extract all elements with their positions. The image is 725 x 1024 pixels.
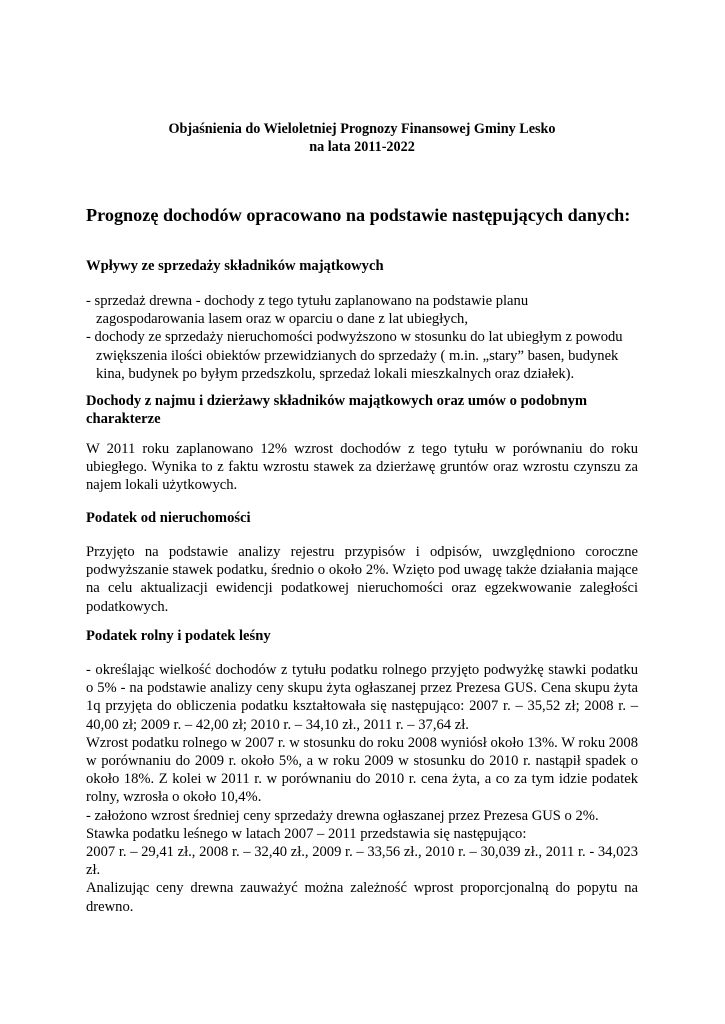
main-heading: Prognozę dochodów opracowano na podstawie następujących danych: (86, 205, 631, 225)
rental-heading: Dochody z najmu i dzierżawy składników majątkowych oraz umów o podobnym charakterze (86, 393, 588, 428)
asset-sales-list (86, 292, 638, 383)
property-tax-text: Przyjęto na podstawie analizy rejestru przypisów i odpisów, uwzględniono coroczne podwyższanie stawek podatku, średnio o około 2%. Wzięto pod uwagę także działania mające na celu aktualizacji ewidencji podatkowej nieruchomości oraz egzekwowanie zaległości podatkowych. (86, 544, 638, 615)
asset-sales-item-wood: - sprzedaż drewna - dochody z tego tytułu zaplanowano na podstawie planu zagospodarowania lasem oraz w oparciu o dane z lat ubiegłych, (86, 293, 529, 328)
property-tax-heading: Podatek od nieruchomości (86, 510, 251, 526)
agri-forest-tax-heading: Podatek rolny i podatek leśny (86, 628, 271, 644)
forest-tax-intro: Stawka podatku leśnego w latach 2007 – 2011 przedstawia się następująco: (86, 825, 527, 842)
wood-price-paragraph: - założono wzrost średniej ceny sprzedaży drewna ogłaszanej przez Prezesa GUS o 2%. (86, 807, 599, 824)
asset-sales-item-property: - dochody ze sprzedaży nieruchomości podwyższono w stosunku do lat ubiegłym z powodu zwiększenia ilości obiektów przewidzianych do sprzedaży ( m.in. „stary” basen, budynek kina, budynek po byłym przedszkolu, sprzedaż lokali mieszkalnych oraz działek). (86, 329, 623, 382)
title-line-2: na lata 2011-2022 (309, 138, 415, 155)
agri-tax-paragraph: - określając wielkość dochodów z tytułu podatku rolnego przyjęto podwyżkę stawki podatku o 5% - na podstawie analizy ceny skupu żyta ogłaszanej przez Prezesa GUS. Cena skupu żyta 1q przyjęta do obliczenia podatku kształtowała się następująco: 2007 r. – 35,52 zł; 2008 r. – 40,00 zł; 2009 r. – 42,00 zł; 2010 r. – 34,10 zł., 2011 r. – 37,64 zł. (86, 662, 638, 733)
forest-tax-rates: 2007 r. – 29,41 zł., 2008 r. – 32,40 zł., 2009 r. – 33,56 zł., 2010 r. – 30,039 zł., 2011 r. - 34,023 zł. (86, 844, 638, 879)
agri-tax-change-paragraph: Wzrost podatku rolnego w 2007 r. w stosunku do roku 2008 wyniósł około 13%. W roku 2008 w porównaniu do 2009 r. około 5%, a w roku 2009 w stosunku do 2010 r. nastąpił spadek o około 18%. Z kolei w 2011 r. w porównaniu do 2010 r. cena żyta, a co za tym idzie podatek rolny, wzrosła o około 10,4%. (86, 734, 638, 806)
asset-sales-heading: Wpływy ze sprzedaży składników majątkowych (86, 258, 384, 274)
agri-forest-tax-body (86, 661, 638, 916)
document-title (86, 121, 638, 156)
wood-demand-paragraph: Analizując ceny drewna zauważyć można zależność wprost proporcjonalną do popytu na drewno. (86, 880, 638, 915)
rental-text: W 2011 roku zaplanowano 12% wzrost dochodów z tego tytułu w porównaniu do roku ubiegłego. Wynika to z faktu wzrostu stawek za dzierżawę gruntów oraz wzrostu czynszu za najem lokali użytkowych. (86, 441, 638, 494)
title-line-1: Objaśnienia do Wieloletniej Prognozy Finansowej Gminy Lesko (168, 121, 556, 137)
